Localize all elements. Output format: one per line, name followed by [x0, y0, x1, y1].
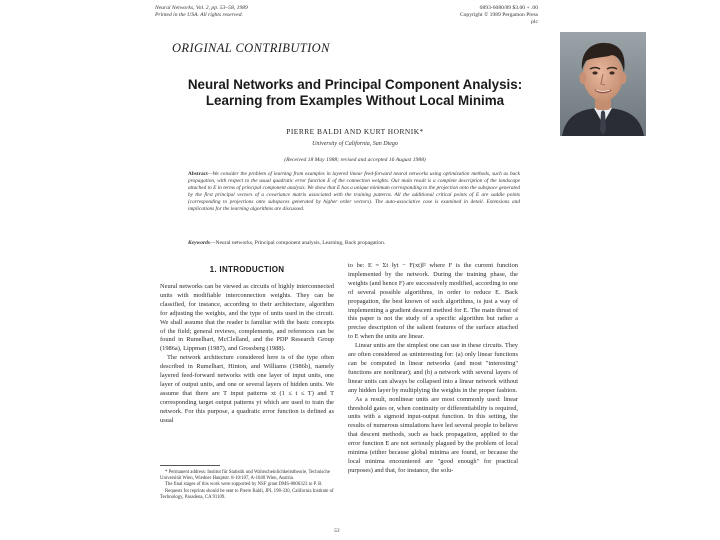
copyright-header — [458, 5, 538, 26]
section-heading-introduction: 1. INTRODUCTION — [209, 265, 285, 274]
title-line-1: Neural Networks and Principal Component Analysis: — [187, 77, 523, 92]
right-paragraph-3: As a result, nonlinear units are most commonly used: linear threshold gates or, when continuity or differentiability is required, units with a sigmoid input-output function. In this setting, the results of numerous simulations have led several people to believe that descent methods, such as back propagation, applied to the error function E are not seriously plagued by the problem of local minima (either because global minima are found, or because the local minima encountered are "good enough" for practical purposes) and that, for instance, the solu- — [348, 395, 518, 474]
journal-citation: Neural Networks, Vol. 2, pp. 53–58, 1989 — [155, 5, 248, 11]
footnotes — [160, 470, 334, 501]
left-paragraph-2: The network architecture considered here is of the type often described in Rumelhart, Hinton, and Williams (1986b), namely layered feed-forward networks with one layer of input units, one layer of output units, and one or several layers of hidden units. We assume that there are T input patterns xt (1 ≤ t ≤ T) and T corresponding target output patterns yt which are used to train the network. For this purpose, a quadratic error function is defined as usual — [160, 354, 334, 424]
right-column — [348, 262, 518, 476]
title-line-2: Learning from Examples Without Local Minima — [205, 93, 505, 108]
abstract-label: Abstract — [188, 171, 208, 177]
portrait-illustration — [560, 32, 646, 136]
footnote-1: * Permanent address: Institut für Statistik und Wahrscheinlichkeitstheorie, Technische Universität Wien, Wiedner Hauptstr. 8-10/107, A-1040 Wien, Austria. — [160, 470, 330, 482]
copyright-line: Copyright © 1989 Pergamon Press plc — [459, 12, 538, 25]
keywords-text: —Neural networks, Principal component analysis, Learning, Back propagation. — [210, 240, 386, 246]
footnote-2: The final stages of this work were supported by NSF grant DMS-8800323 to P. B. — [165, 482, 323, 488]
journal-header — [155, 5, 248, 19]
left-paragraph-1: Neural networks can be viewed as circuits of highly interconnected units with modifiable interconnection weights. They can be classified, for instance, according to their architecture, algorithm for adjusting the weights, and the type of units used in the circuit. We shall assume that the reader is familiar with the basic concepts of the field; general reviews, complements, and references can be found in Rumelhart, McClelland, and the PDP Research Group (1986a), Lippman (1987), and Grossberg (1988). — [160, 283, 334, 353]
footnote-rule — [160, 465, 220, 466]
paper-title — [170, 77, 540, 109]
abstract — [188, 171, 520, 214]
abstract-text: —We consider the problem of learning from examples in layered linear feed-forward neural networks using optimization methods, such as back propagation, with respect to the usual quadratic error function E of the connection weights. Our main result is a complete description of the landscape attached to E in terms of principal component analysis. We show that E has a unique minimum corresponding to the projection onto the subspace generated by the first principal vectors of a covariance matrix associated with the training patterns. All the additional critical points of E are saddle points (corresponding to projections onto subspaces generated by higher order vectors). The auto-associative case is examined in detail. Extensions and implications for the learning algorithms are discussed. — [188, 171, 520, 213]
received-dates: (Received 18 May 1988; revised and accepted 16 August 1988) — [284, 157, 426, 163]
keywords-label: Keywords — [188, 240, 210, 246]
affiliation: University of California, San Diego — [312, 141, 398, 147]
author-portrait-photo — [560, 32, 646, 136]
authors: PIERRE BALDI AND KURT HORNIK* — [286, 127, 424, 136]
footnote-3: Requests for reprints should be sent to Pierre Baldi, JPL 198-330, California Institute of Technology, Pasadena, CA 91109. — [160, 488, 334, 500]
issn-line: 0893-6080/89 $3.00 + .00 — [479, 5, 538, 11]
left-column — [160, 283, 334, 426]
right-paragraph-2: Linear units are the simplest one can use in these circuits. They are often considered as uninteresting for: (a) only linear functions can be computed in linear networks (and most "interesting" functions are nonlinear); and (b) a network with several layers of linear units can always be collapsed into a linear network without any hidden layer by multiplying the weights in the proper fashion. — [348, 342, 518, 394]
page-number: 53 — [334, 528, 340, 534]
keywords — [188, 240, 520, 247]
right-paragraph-1: to be: E = Σt ‖yt − F(xt)‖² where F is the current function implemented by the network. During the training phase, the weights (and hence F) are successively modified, according to one of several possible algorithms, in order to reduce E. Back propagation, the best known of such algorithms, is just a way of implementing a gradient descent method for E. The main thrust of this paper is not the study of a specific algorithm but rather a precise description of the salient features of the surface attached to E when the units are linear. — [348, 262, 519, 341]
printed-notice: Printed in the USA. All rights reserved. — [155, 12, 243, 18]
section-label: ORIGINAL CONTRIBUTION — [172, 41, 330, 55]
